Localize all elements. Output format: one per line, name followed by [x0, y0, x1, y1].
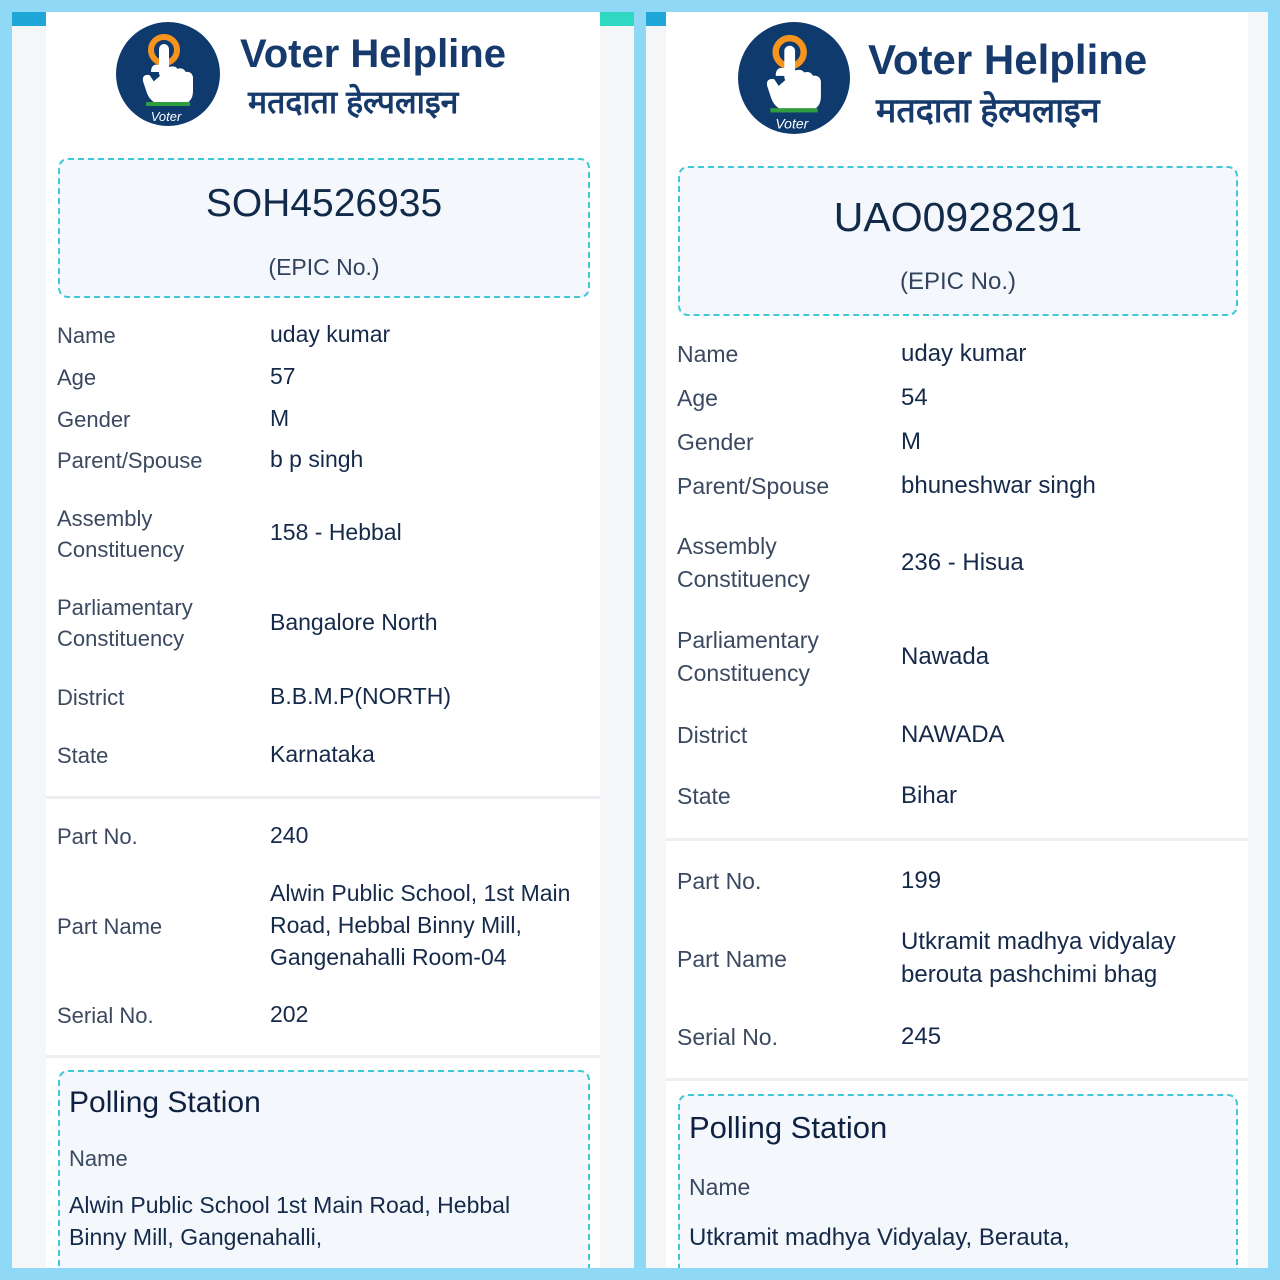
parliamentary-value: Bangalore North	[270, 609, 438, 635]
assembly-label: Assembly	[677, 533, 777, 559]
parliamentary-label: Parliamentary	[57, 595, 193, 620]
epic-number-box	[58, 158, 590, 298]
state-value: Karnataka	[270, 741, 375, 767]
epic-number-box	[678, 166, 1238, 316]
district-value: NAWADA	[901, 721, 1005, 748]
polling-station-box	[58, 1070, 590, 1268]
top-strip	[646, 12, 666, 26]
top-strip	[600, 12, 634, 26]
age-value: 54	[901, 384, 928, 411]
part-no-label: Part No.	[677, 868, 762, 894]
state-label: State	[677, 783, 731, 809]
app-title-hindi: मतदाता हेल्पलाइन	[876, 92, 1100, 130]
logo-text: Voter	[150, 109, 182, 124]
polling-station-name-label: Name	[69, 1146, 128, 1171]
voter-details-card	[666, 12, 1248, 1268]
section-divider	[46, 1055, 600, 1058]
logo-text: Voter	[775, 115, 809, 132]
app-title: Voter Helpline	[868, 36, 1148, 83]
polling-station-name-line: Utkramit madhya Vidyalay, Berauta,	[689, 1224, 1070, 1251]
voter-helpline-logo	[116, 22, 220, 126]
name-value: uday kumar	[901, 340, 1027, 367]
state-label: State	[57, 743, 109, 768]
voter-helpline-logo	[738, 22, 850, 134]
polling-station-box	[678, 1094, 1238, 1268]
assembly-label: Assembly	[57, 506, 153, 531]
parliamentary-label: Parliamentary	[677, 627, 819, 653]
assembly-value: 158 - Hebbal	[270, 519, 402, 545]
parent-spouse-value: b p singh	[270, 446, 364, 472]
district-label: District	[57, 685, 125, 710]
serial-no-label: Serial No.	[677, 1024, 778, 1050]
voter-card-panel-left	[12, 12, 634, 1268]
parent-spouse-label: Parent/Spouse	[57, 448, 203, 473]
epic-caption: (EPIC No.)	[268, 254, 380, 280]
section-divider	[46, 796, 600, 799]
app-title-hindi: मतदाता हेल्पलाइन	[248, 84, 459, 120]
part-no-value: 240	[270, 822, 309, 848]
polling-station-title: Polling Station	[689, 1110, 888, 1145]
section-divider	[666, 1078, 1248, 1081]
app-title: Voter Helpline	[240, 32, 506, 76]
assembly-value: 236 - Hisua	[901, 549, 1024, 576]
part-name-line: Gangenahalli Room-04	[270, 944, 507, 970]
voter-details-card	[46, 12, 600, 1268]
assembly-label-line2: Constituency	[677, 566, 810, 592]
serial-no-value: 245	[901, 1023, 942, 1050]
district-label: District	[677, 722, 748, 748]
epic-number: SOH4526935	[205, 182, 443, 225]
part-name-line: berouta pashchimi bhag	[901, 961, 1158, 988]
part-name-line: Alwin Public School, 1st Main	[270, 880, 571, 906]
district-value: B.B.M.P(NORTH)	[270, 683, 452, 709]
polling-station-name-line: Binny Mill, Gangenahalli,	[69, 1224, 323, 1250]
name-label: Name	[57, 323, 116, 348]
gender-value: M	[270, 405, 290, 431]
top-strip	[12, 12, 46, 26]
name-label: Name	[677, 341, 739, 367]
part-name-label: Part Name	[677, 946, 787, 972]
hand-pointer-icon	[116, 22, 220, 126]
parliamentary-label-line2: Constituency	[57, 626, 185, 651]
age-value: 57	[270, 363, 296, 389]
part-name-label: Part Name	[57, 914, 163, 939]
serial-no-label: Serial No.	[57, 1003, 154, 1028]
parent-spouse-value: bhuneshwar singh	[901, 472, 1096, 499]
part-no-value: 199	[901, 867, 942, 894]
parliamentary-label-line2: Constituency	[677, 660, 810, 686]
polling-station-name-line: Alwin Public School 1st Main Road, Hebbal	[69, 1192, 511, 1218]
state-value: Bihar	[901, 782, 958, 809]
epic-caption: (EPIC No.)	[899, 268, 1016, 295]
polling-station-title: Polling Station	[69, 1086, 261, 1119]
epic-number: UAO0928291	[833, 194, 1083, 240]
assembly-label-line2: Constituency	[57, 537, 185, 562]
gender-label: Gender	[677, 429, 754, 455]
voter-card-panel-right	[646, 12, 1268, 1268]
name-value: uday kumar	[270, 321, 391, 347]
section-divider	[666, 838, 1248, 841]
part-name-line: Road, Hebbal Binny Mill,	[270, 912, 522, 938]
hand-pointer-icon	[738, 22, 850, 134]
gender-value: M	[901, 428, 921, 455]
parliamentary-value: Nawada	[901, 643, 990, 670]
age-label: Age	[57, 365, 97, 390]
age-label: Age	[677, 385, 718, 411]
part-name-line: Utkramit madhya vidyalay	[901, 928, 1176, 955]
part-no-label: Part No.	[57, 824, 138, 849]
parent-spouse-label: Parent/Spouse	[677, 473, 830, 499]
polling-station-name-label: Name	[689, 1174, 751, 1200]
gender-label: Gender	[57, 407, 131, 432]
serial-no-value: 202	[270, 1001, 309, 1027]
